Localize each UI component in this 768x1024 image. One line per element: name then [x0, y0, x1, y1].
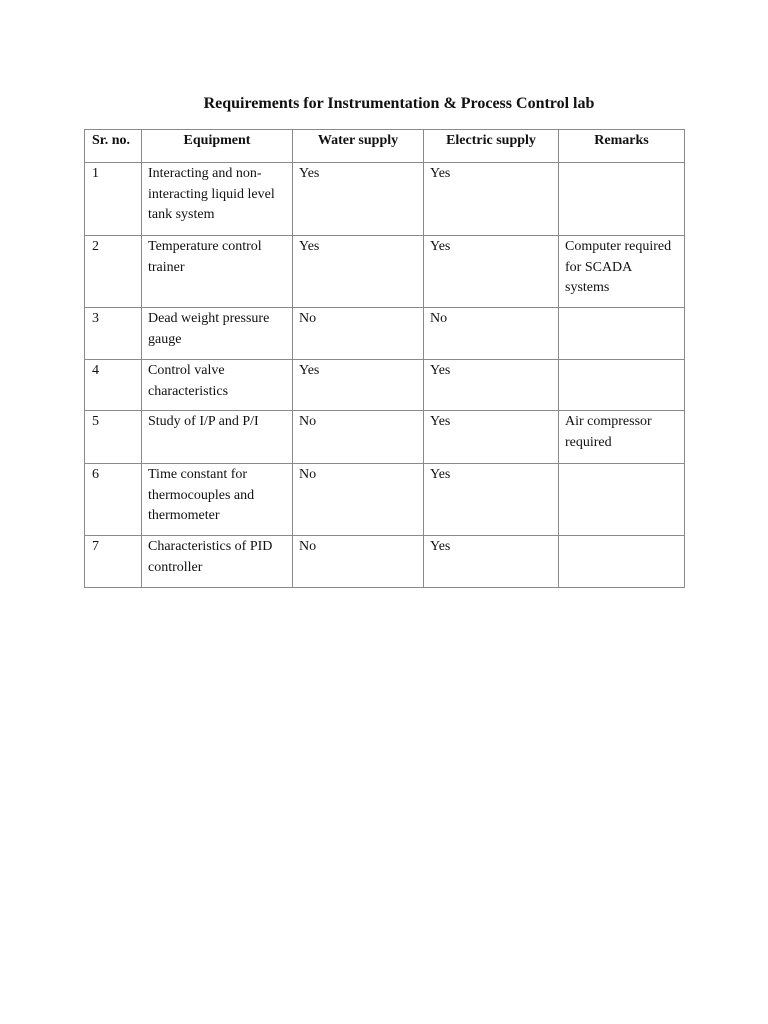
cell-electric-supply: No: [424, 308, 559, 360]
table-row: [85, 360, 685, 411]
cell-equipment: Dead weight pressure gauge: [142, 308, 293, 360]
cell-sr-no: 6: [85, 464, 142, 536]
cell-electric-supply: Yes: [424, 163, 559, 236]
header-electric-supply: Electric supply: [424, 130, 559, 163]
cell-remarks: [559, 163, 685, 236]
cell-water-supply: Yes: [293, 163, 424, 236]
cell-sr-no: 4: [85, 360, 142, 411]
cell-water-supply: No: [293, 464, 424, 536]
table-row: [85, 163, 685, 236]
cell-electric-supply: Yes: [424, 536, 559, 588]
cell-water-supply: No: [293, 308, 424, 360]
table-row: [85, 236, 685, 308]
header-remarks: Remarks: [559, 130, 685, 163]
cell-remarks: [559, 536, 685, 588]
table-row: [85, 411, 685, 464]
cell-equipment: Time constant for thermocouples and thermometer: [142, 464, 293, 536]
cell-equipment: Control valve characteristics: [142, 360, 293, 411]
cell-electric-supply: Yes: [424, 411, 559, 464]
cell-electric-supply: Yes: [424, 360, 559, 411]
cell-water-supply: Yes: [293, 236, 424, 308]
cell-electric-supply: Yes: [424, 236, 559, 308]
cell-sr-no: 1: [85, 163, 142, 236]
cell-sr-no: 2: [85, 236, 142, 308]
cell-equipment: Temperature control trainer: [142, 236, 293, 308]
header-equipment: Equipment: [142, 130, 293, 163]
cell-electric-supply: Yes: [424, 464, 559, 536]
header-sr-no: Sr. no.: [85, 130, 142, 163]
cell-equipment: Interacting and non-interacting liquid level tank system: [142, 163, 293, 236]
cell-water-supply: No: [293, 411, 424, 464]
cell-remarks: [559, 360, 685, 411]
cell-remarks: [559, 464, 685, 536]
table-row: [85, 464, 685, 536]
table-header-row: [85, 130, 685, 163]
table-row: [85, 536, 685, 588]
header-water-supply: Water supply: [293, 130, 424, 163]
requirements-table: [84, 129, 685, 588]
cell-sr-no: 5: [85, 411, 142, 464]
cell-sr-no: 7: [85, 536, 142, 588]
cell-equipment: Study of I/P and P/I: [142, 411, 293, 464]
cell-equipment: Characteristics of PID controller: [142, 536, 293, 588]
cell-remarks: Computer required for SCADA systems: [559, 236, 685, 308]
cell-water-supply: No: [293, 536, 424, 588]
table-row: [85, 308, 685, 360]
cell-remarks: [559, 308, 685, 360]
cell-sr-no: 3: [85, 308, 142, 360]
cell-water-supply: Yes: [293, 360, 424, 411]
page-title: Requirements for Instrumentation & Process Control lab: [203, 95, 595, 112]
cell-remarks: Air compressor required: [559, 411, 685, 464]
